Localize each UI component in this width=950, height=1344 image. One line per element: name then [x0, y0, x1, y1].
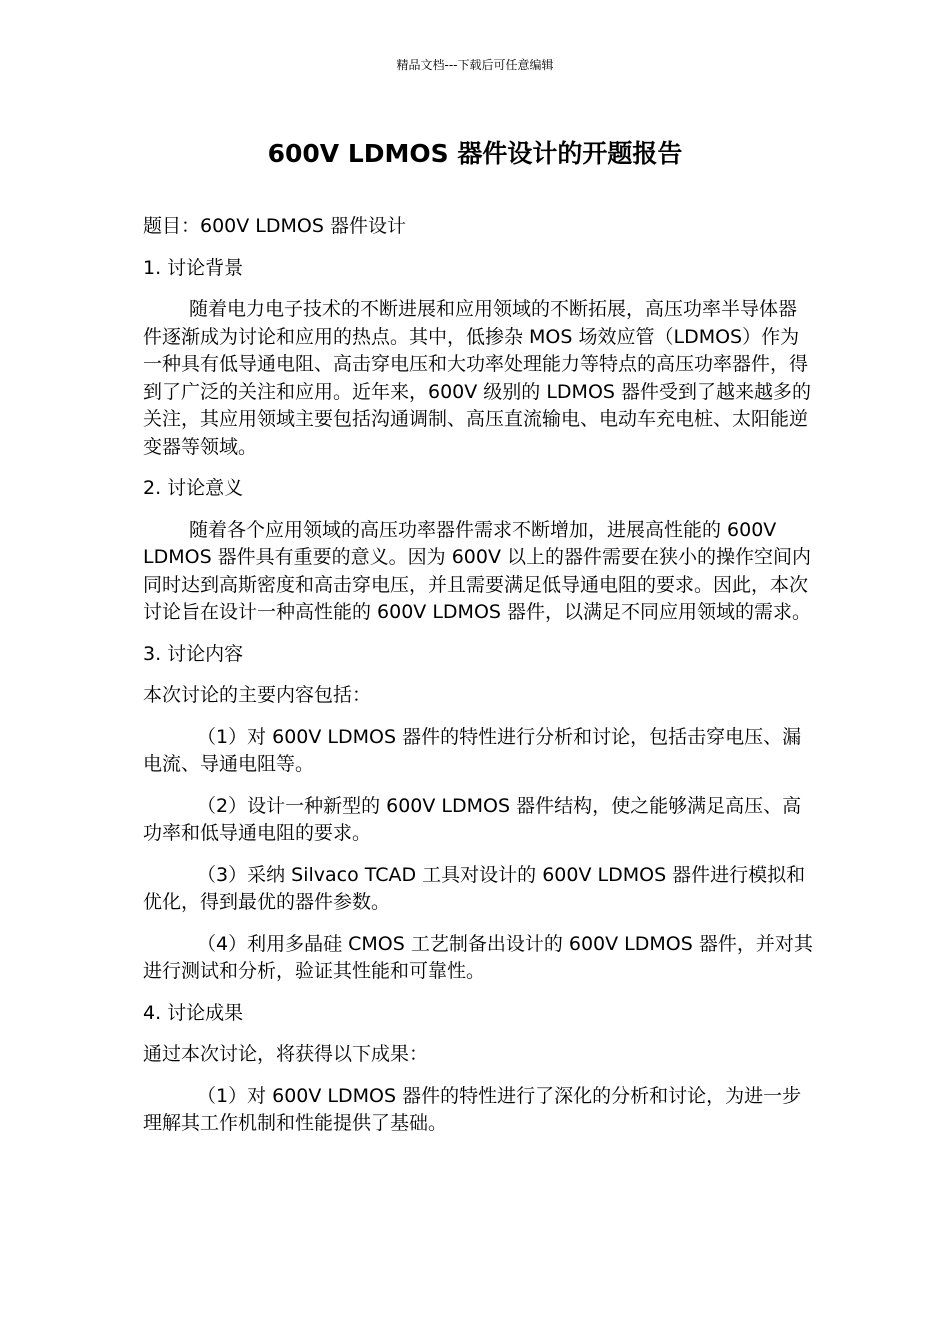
section-heading-significance: 2. 讨论意义: [143, 477, 244, 499]
section-heading-content: 3. 讨论内容: [143, 642, 244, 665]
significance-paragraph: 随着各个应用领域的高压功率器件需求不断增加，进展高性能的 600V LDMOS 器件具有重要的意义。因为 600V 以上的器件需要在狭小的操作空间内同时达到高斯密度和高击穿电压，并且需要满足低导通电阻的要求。因此，本次讨论旨在设计一种高性能的 600V LDMOS 器件，以满足不同应用领域的需求。: [143, 518, 812, 623]
results-intro: 通过本次讨论，将获得以下成果：: [143, 1043, 429, 1065]
content-item: （3）采纳 Silvaco TCAD 工具对设计的 600V LDMOS 器件进行模拟和优化，得到最优的器件参数。: [143, 863, 806, 913]
content-item: （1）对 600V LDMOS 器件的特性进行分析和讨论，包括击穿电压、漏电流、导通电阻等。: [143, 725, 802, 775]
content-item: （4）利用多晶硅 CMOS 工艺制备出设计的 600V LDMOS 器件，并对其进行测试和分析，验证其性能和可靠性。: [143, 932, 813, 982]
topic-line: 题目：600V LDMOS 器件设计: [143, 215, 406, 237]
section-heading-results: 4. 讨论成果: [143, 1001, 244, 1024]
background-paragraph: 随着电力电子技术的不断进展和应用领域的不断拓展，高压功率半导体器件逐渐成为讨论和应用的热点。其中，低掺杂 MOS 场效应管（LDMOS）作为一种具有低导通电阻、高击穿电压和大功率处理能力等特点的高压功率器件，得到了广泛的关注和应用。近年来，600V 级别的 LDMOS 器件受到了越来越多的关注，其应用领域主要包括沟通调制、高压直流输电、电动车充电桩、太阳能逆变器等领域。: [143, 298, 812, 458]
document-title: 600V LDMOS 器件设计的开题报告: [267, 139, 683, 168]
section-heading-background: 1. 讨论背景: [143, 256, 244, 279]
content-item: （2）设计一种新型的 600V LDMOS 器件结构，使之能够满足高压、高功率和低导通电阻的要求。: [143, 794, 802, 844]
document-body: [143, 213, 815, 1152]
content-intro: 本次讨论的主要内容包括：: [143, 684, 372, 706]
page-header: 精品文档---下载后可任意编辑: [396, 58, 554, 72]
results-item: （1）对 600V LDMOS 器件的特性进行了深化的分析和讨论，为进一步理解其工作机制和性能提供了基础。: [143, 1084, 802, 1134]
